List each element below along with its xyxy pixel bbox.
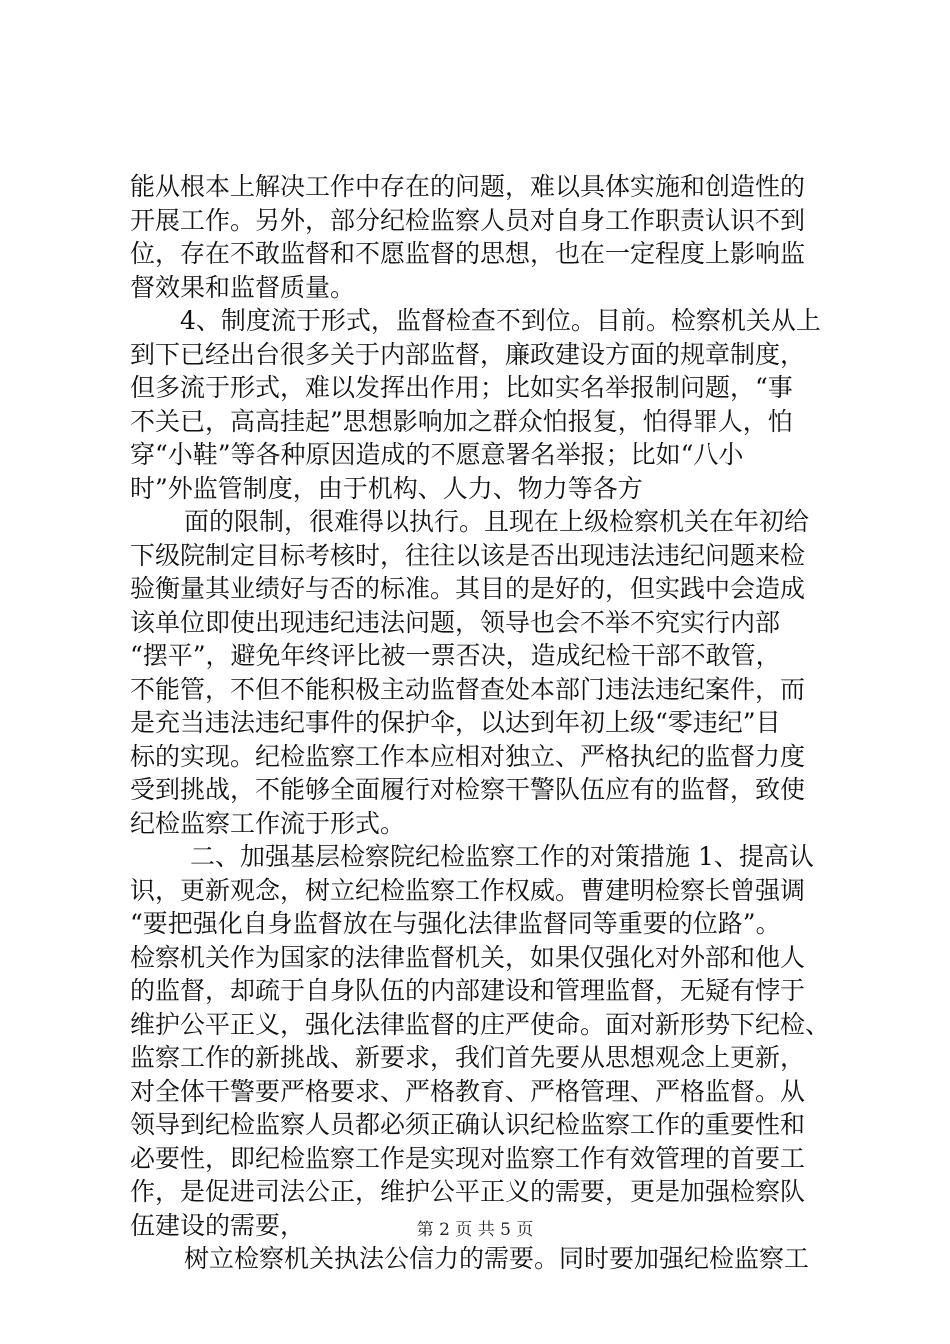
text-line: 检察机关作为国家的法律监督机关，如果仅强化对外部和他人 xyxy=(130,942,806,972)
text-line: 伍建设的需要， xyxy=(130,1210,306,1240)
text-line: 受到挑战，不能够全面履行对检察干警队伍应有的监督，致使 xyxy=(130,775,806,804)
text-line: 监察工作的新挑战、新要求，我们首先要从思想观念上更新， xyxy=(130,1043,806,1072)
text-line: 不关已，高高挂起”思想影响加之群众怕报复，怕得罪人，怕 xyxy=(130,406,793,436)
text-line: 二、加强基层检察院纪检监察工作的对策措施 1、提高认 xyxy=(190,842,814,871)
text-line: “要把强化自身监督放在与强化法律监督同等重要的位路”。 xyxy=(130,909,781,938)
text-line: 4、制度流于形式，监督检查不到位。目前。检察机关从上 xyxy=(180,306,821,335)
text-line: 必要性，即纪检监察工作是实现对监察工作有效管理的首要工 xyxy=(130,1143,806,1173)
text-line: 领导到纪检监察人员都必须正确认识纪检监察工作的重要性和 xyxy=(130,1110,806,1139)
text-line: 不能管，不但不能积极主动监督查处本部门违法违纪案件，而 xyxy=(130,674,806,704)
text-line: 的监督，却疏于自身队伍的内部建设和管理监督，无疑有悖于 xyxy=(130,976,806,1005)
text-line: 开展工作。另外，部分纪检监察人员对自身工作职责认识不到 xyxy=(130,205,806,235)
text-line: 面的限制，很难得以执行。且现在上级检察机关在年初给 xyxy=(184,507,810,536)
text-line: 但多流于形式，难以发挥出作用；比如实名举报制问题，“事 xyxy=(130,373,793,402)
text-line: “摆平”，避免年终评比被一票否决，造成纪检干部不敢管， xyxy=(130,641,781,670)
text-line: 识，更新观念，树立纪检监察工作权威。曹建明检察长曾强调 xyxy=(130,875,806,905)
document-body xyxy=(130,170,831,1276)
text-line: 对全体干警要严格要求、严格教育、严格管理、严格监督。从 xyxy=(130,1076,806,1106)
text-line: 维护公平正义，强化法律监督的庄严使命。面对新形势下纪检、 xyxy=(130,1009,831,1039)
text-line: 是充当违法违纪事件的保护伞，以达到年初上级“零违纪”目 xyxy=(130,708,781,737)
text-line: 督效果和监督质量。 xyxy=(130,272,356,302)
text-line: 该单位即使出现违纪违法问题，领导也会不举不究实行内部 xyxy=(130,607,781,637)
text-line: 下级院制定目标考核时，往往以该是否出现违法违纪问题来检 xyxy=(130,540,806,570)
text-line: 作，是促进司法公正，维护公平正义的需要，更是加强检察队 xyxy=(130,1177,806,1206)
text-line: 能从根本上解决工作中存在的问题，难以具体实施和创造性的 xyxy=(130,172,806,201)
page-number-footer: 第 2 页 共 5 页 xyxy=(416,1220,534,1240)
text-line: 时”外监管制度，由于机构、人力、物力等各方 xyxy=(130,473,643,503)
text-line: 树立检察机关执法公信力的需要。同时要加强纪检监察工 xyxy=(184,1244,810,1273)
text-line: 验衡量其业绩好与否的标准。其目的是好的，但实践中会造成 xyxy=(130,574,806,603)
text-line: 到下已经出台很多关于内部监督，廉政建设方面的规章制度， xyxy=(130,339,806,369)
text-line: 穿“小鞋”等各种原因造成的不愿意署名举报；比如“八小 xyxy=(130,440,744,469)
text-line: 位，存在不敢监督和不愿监督的思想，也在一定程度上影响监 xyxy=(130,239,806,268)
text-line: 纪检监察工作流于形式。 xyxy=(130,808,406,838)
text-line: 标的实现。纪检监察工作本应相对独立、严格执纪的监督力度 xyxy=(130,741,806,771)
